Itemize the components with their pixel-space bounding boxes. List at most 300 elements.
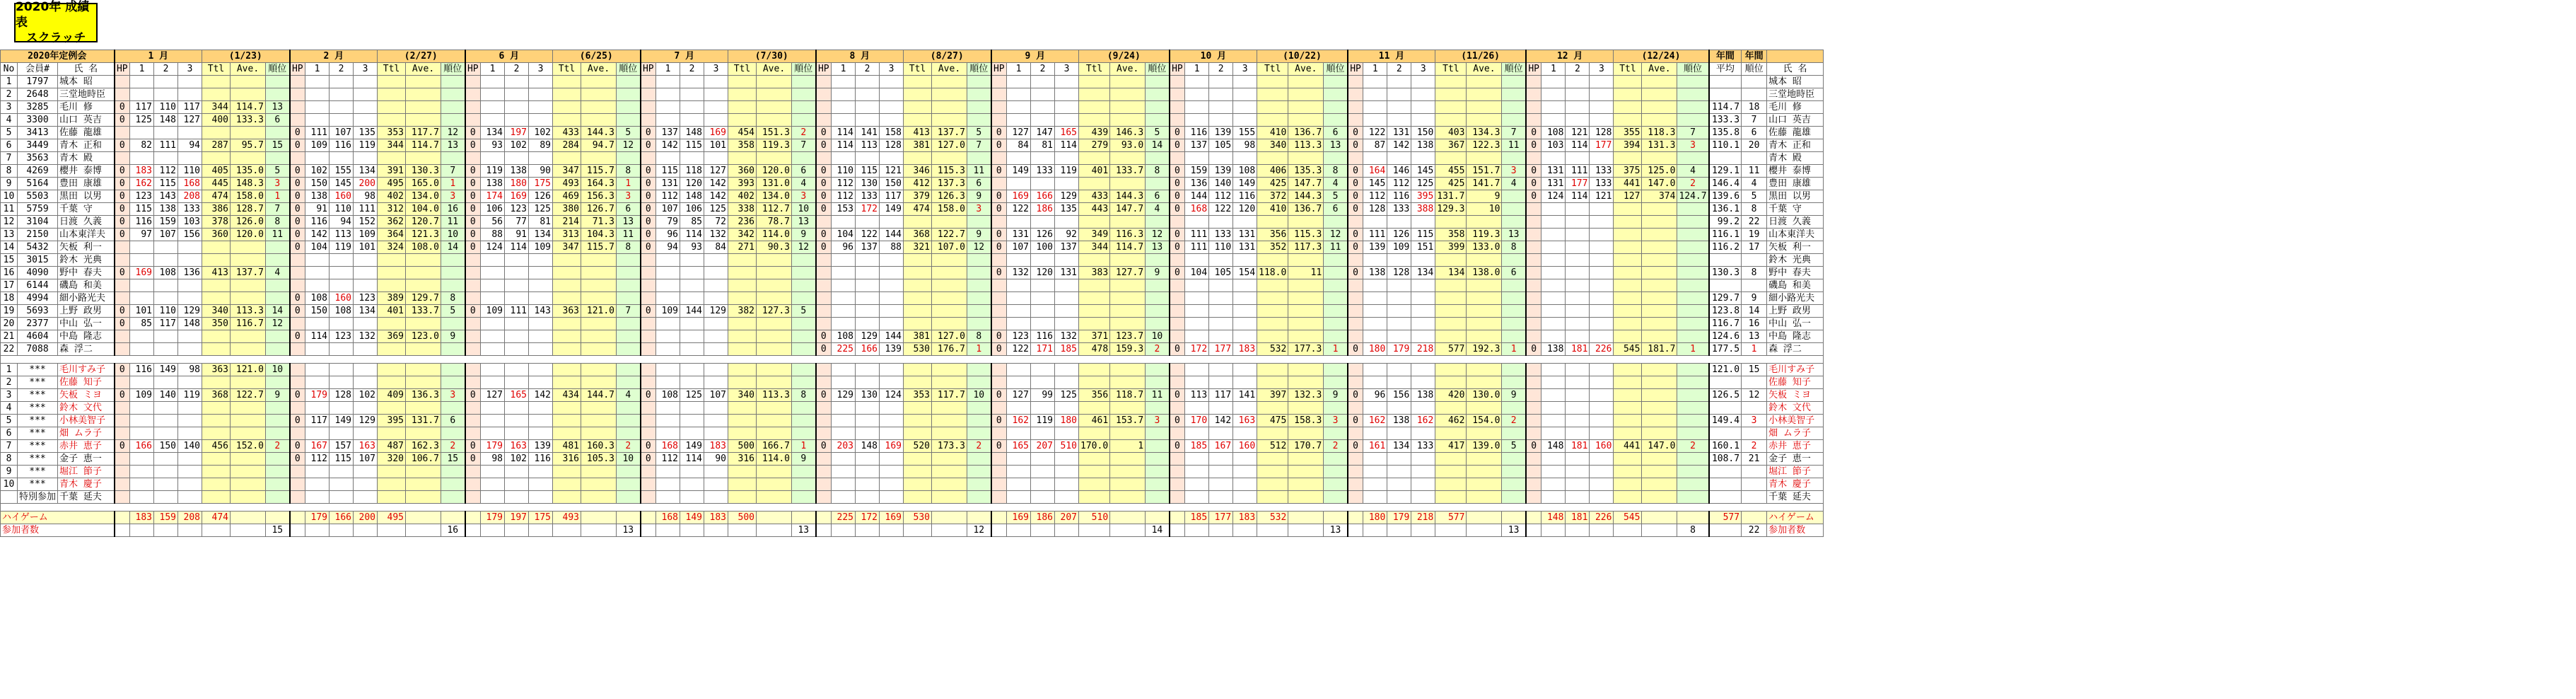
game-3: 129 [1055,190,1079,203]
rank [1502,318,1526,330]
rank: 6 [1146,190,1170,203]
row-number: 5 [1,127,18,139]
game-2 [154,466,178,478]
rank: 10 [617,453,641,466]
game-1: 111 [305,127,330,139]
average [581,279,617,292]
game-3: 175 [529,178,553,190]
game-1 [832,254,856,267]
player-name-right: 毛川すみ子 [1767,364,1824,376]
month-date: (1/23) [202,50,290,63]
game-2 [856,415,880,427]
average: 116.7 [231,318,266,330]
blank-cell [816,512,832,524]
total: 445 [202,178,231,190]
rank: 13 [441,139,465,152]
member-row [1,114,1824,127]
total [1614,241,1642,254]
average: 126.7 [581,203,617,216]
year-avg-header: 年間 [1709,50,1742,63]
rank [441,466,465,478]
rank: 8 [1146,165,1170,178]
blank-cell [1566,524,1590,537]
handicap [991,318,1007,330]
total [1257,254,1288,267]
total [1079,216,1110,229]
month-label: 2 月 [290,50,378,63]
total [378,466,406,478]
rank: 5 [617,127,641,139]
row-number [1,491,18,504]
handicap: 0 [641,453,656,466]
average [1288,216,1324,229]
game-3 [1233,318,1257,330]
year-average: 129.7 [1709,292,1742,305]
row-number: 6 [1,427,18,440]
game-1 [1541,402,1566,415]
rank: 11 [967,165,991,178]
rank: 9 [441,330,465,343]
total [904,376,932,389]
member-number: 3563 [18,152,58,165]
game-1: 117 [305,415,330,427]
average: 93.0 [1110,139,1146,152]
handicap: 0 [1348,415,1363,427]
game-2: 115 [154,178,178,190]
handicap [290,318,305,330]
handicap [641,466,656,478]
game-1: 183 [130,165,154,178]
total [728,415,757,427]
game-3 [1055,114,1079,127]
name-header-right: 氏 名 [1767,63,1824,76]
game-1 [1363,254,1387,267]
rank-header: 順位 [792,63,816,76]
total [553,343,581,356]
rank [266,152,290,165]
average [581,330,617,343]
total [553,364,581,376]
game-3: 121 [1590,190,1614,203]
game-1 [1541,254,1566,267]
average [231,76,266,88]
game-2: 111 [154,139,178,152]
game-1: 111 [1363,229,1387,241]
game-1: 114 [305,330,330,343]
game-1 [1363,292,1387,305]
participant-count: 12 [967,524,991,537]
game-3: 98 [354,190,378,203]
average [1110,216,1146,229]
game-3 [1055,152,1079,165]
handicap [1348,76,1363,88]
handicap [991,478,1007,491]
total [1079,101,1110,114]
rank [1324,305,1348,318]
average: 114.7 [406,139,441,152]
year-average [1709,402,1742,415]
game-2 [1209,279,1233,292]
row-number: 20 [1,318,18,330]
game-2 [1566,152,1590,165]
game-1 [1541,466,1566,478]
average [1467,376,1502,389]
member-row [1,101,1824,114]
total [202,491,231,504]
game-2 [1031,478,1055,491]
game-1 [1541,203,1566,216]
game-2: 110 [330,203,354,216]
player-name-right: 堀江 節子 [1767,466,1824,478]
row-number: 9 [1,178,18,190]
game-1 [1185,330,1209,343]
total: 383 [1079,267,1110,279]
total [904,491,932,504]
average [1642,114,1677,127]
average [932,364,967,376]
game-1: 117 [130,101,154,114]
rank [1502,152,1526,165]
game-3 [1411,88,1435,101]
game-3 [529,343,553,356]
game-2: 94 [330,216,354,229]
rank [1677,330,1709,343]
game-1 [305,491,330,504]
rank: 13 [1502,229,1526,241]
rank [1677,402,1709,415]
total [1614,88,1642,101]
handicap: 0 [115,318,130,330]
blank-cell [231,512,266,524]
game-3 [178,76,202,88]
handicap [115,127,130,139]
rank [1677,389,1709,402]
total: 362 [378,216,406,229]
blank-cell [1363,524,1387,537]
rank: 11 [1502,139,1526,152]
total [202,88,231,101]
game-3: 116 [1233,190,1257,203]
year-rank: 4 [1742,178,1767,190]
rank: 5 [792,305,816,318]
game-3: 160 [1590,440,1614,453]
blank-cell [932,524,967,537]
game-2: 148 [154,114,178,127]
game-3: 124 [880,389,904,402]
average [757,114,792,127]
blank-cell [553,524,581,537]
year-average [1709,152,1742,165]
handicap [465,415,481,427]
total: 344 [1079,241,1110,254]
handicap [1170,330,1185,343]
handicap [115,241,130,254]
game-2 [1209,292,1233,305]
game-3 [704,478,728,491]
total-header: Ttl [1079,63,1110,76]
game-3 [704,491,728,504]
year-rank [1742,478,1767,491]
month-date: (10/22) [1257,50,1348,63]
game-1 [1007,478,1031,491]
game-1 [130,127,154,139]
game-1: 170 [1185,415,1209,427]
total [202,466,231,478]
game-3: 226 [1590,343,1614,356]
row-number: 4 [1,114,18,127]
total [553,279,581,292]
rank: 9 [967,190,991,203]
handicap [1348,88,1363,101]
total-header: Ttl [728,63,757,76]
game3-header: 3 [1411,63,1435,76]
handicap: 0 [991,389,1007,402]
rank [1324,330,1348,343]
year-rank: 8 [1742,203,1767,216]
handicap: 0 [465,165,481,178]
total: 461 [1079,415,1110,427]
game-3 [1233,152,1257,165]
game-3 [354,466,378,478]
game-1: 142 [656,139,680,152]
game-1 [481,364,505,376]
game-2 [856,267,880,279]
total-header: Ttl [904,63,932,76]
handicap: 0 [115,305,130,318]
average [231,415,266,427]
total [904,318,932,330]
average: 1 [1110,440,1146,453]
rank [617,279,641,292]
guest-row [1,364,1824,376]
rank [617,267,641,279]
game-1 [1541,364,1566,376]
total [1257,427,1288,440]
game-2: 150 [154,440,178,453]
player-name-right: 毛川 修 [1767,101,1824,114]
handicap: 0 [1170,389,1185,402]
game-3 [178,254,202,267]
average [1642,389,1677,402]
handicap: 0 [465,389,481,402]
total [1079,376,1110,389]
game-3 [1055,491,1079,504]
average [1642,88,1677,101]
total-header: Ttl [1614,63,1642,76]
game-2 [1387,364,1411,376]
player-name-right: 小林美智子 [1767,415,1824,427]
game-3 [354,478,378,491]
guest-row [1,376,1824,389]
blank-cell [1614,524,1642,537]
total: 401 [1079,165,1110,178]
rank: 5 [1146,127,1170,139]
handicap [991,254,1007,267]
blank-cell [1467,512,1502,524]
blank-cell [1348,524,1363,537]
blank-cell [704,524,728,537]
game-1: 137 [1185,139,1209,152]
rank [792,101,816,114]
average [1110,254,1146,267]
game-1: 159 [1185,165,1209,178]
game-3 [704,279,728,292]
total: 320 [378,453,406,466]
handicap [290,279,305,292]
rank [1146,305,1170,318]
player-name: 森 浮二 [58,343,115,356]
year-participants: 22 [1742,524,1767,537]
game-2 [1031,152,1055,165]
game-1: 153 [832,203,856,216]
game-1 [1541,241,1566,254]
total: 433 [1079,190,1110,203]
game-3: 120 [1233,203,1257,216]
player-name-right: 金子 恵一 [1767,453,1824,466]
game-1 [1363,402,1387,415]
total [904,279,932,292]
year-rank [1742,254,1767,267]
average: 129.7 [406,292,441,305]
blank-cell [465,524,481,537]
rank [1677,76,1709,88]
handicap [115,279,130,292]
handicap [1348,453,1363,466]
game-3: 132 [704,229,728,241]
blank-cell [505,524,529,537]
handicap [1170,402,1185,415]
spacer-cell [1,504,1824,512]
rank [1146,427,1170,440]
average: 131.7 [406,415,441,427]
game-1 [1185,88,1209,101]
average [581,318,617,330]
player-name: 城本 昭 [58,76,115,88]
game-3: 142 [704,178,728,190]
game-3 [1055,76,1079,88]
average: 165.0 [406,178,441,190]
guest-row [1,440,1824,453]
year-average: 160.1 [1709,440,1742,453]
average [581,402,617,415]
game-2 [856,279,880,292]
rank [967,364,991,376]
handicap: 0 [816,203,832,216]
average: 130.3 [406,165,441,178]
player-name-right: 鈴木 文代 [1767,402,1824,415]
rank: 13 [1146,241,1170,254]
game-1: 203 [832,440,856,453]
rank: 9 [266,389,290,402]
total [1435,76,1467,88]
year-average [1709,88,1742,101]
handicap: 0 [816,165,832,178]
guest-row [1,478,1824,491]
game-1 [305,152,330,165]
handicap [1170,466,1185,478]
average [757,427,792,440]
rank [1502,330,1526,343]
month-label: 8 月 [816,50,904,63]
rank [1502,216,1526,229]
rank [967,254,991,267]
game-2: 81 [1031,139,1055,152]
rank [1502,101,1526,114]
year-average: 139.6 [1709,190,1742,203]
handicap [1526,453,1541,466]
handicap: 0 [115,364,130,376]
game-2: 140 [1209,178,1233,190]
game-2: 107 [154,229,178,241]
game-1 [1007,453,1031,466]
game-3: 158 [880,127,904,139]
game-3 [529,114,553,127]
game-2 [1031,101,1055,114]
high-game-value: 149 [680,512,704,524]
handicap: 0 [1348,127,1363,139]
total: 410 [1257,203,1288,216]
total-header: Ttl [202,63,231,76]
year-average: 124.6 [1709,330,1742,343]
game-3 [178,241,202,254]
blank-cell [1209,524,1233,537]
average: 136.7 [1288,127,1324,139]
rank [792,364,816,376]
average [581,376,617,389]
total: 397 [1257,389,1288,402]
rank: 2 [617,440,641,453]
rank: 9 [1324,389,1348,402]
game-3 [1411,76,1435,88]
rank: 10 [967,389,991,402]
game-3: 152 [354,216,378,229]
member-row [1,88,1824,101]
rank-header: 順位 [1324,63,1348,76]
average: 166.7 [757,440,792,453]
game3-header: 3 [354,63,378,76]
game-3 [1411,216,1435,229]
total [378,491,406,504]
game-2: 114 [1566,190,1590,203]
handicap [465,114,481,127]
total: 434 [553,389,581,402]
rank: 7 [792,139,816,152]
handicap [641,330,656,343]
game-3 [354,364,378,376]
rank [1677,376,1709,389]
total: 532 [1257,343,1288,356]
average [932,216,967,229]
game-3 [1233,88,1257,101]
game-2 [154,402,178,415]
game-1 [1185,318,1209,330]
game-3 [1233,330,1257,343]
player-name-right: 磯島 和美 [1767,279,1824,292]
total: 454 [728,127,757,139]
game-3: 162 [1411,415,1435,427]
game-3 [178,376,202,389]
total [1614,389,1642,402]
rank [1677,101,1709,114]
total [1079,76,1110,88]
game-1 [832,88,856,101]
game-3: 129 [354,415,378,427]
high-game-value: 166 [330,512,354,524]
game-2 [330,267,354,279]
total: 358 [1435,229,1467,241]
game-3: 134 [354,305,378,318]
game-1 [305,343,330,356]
